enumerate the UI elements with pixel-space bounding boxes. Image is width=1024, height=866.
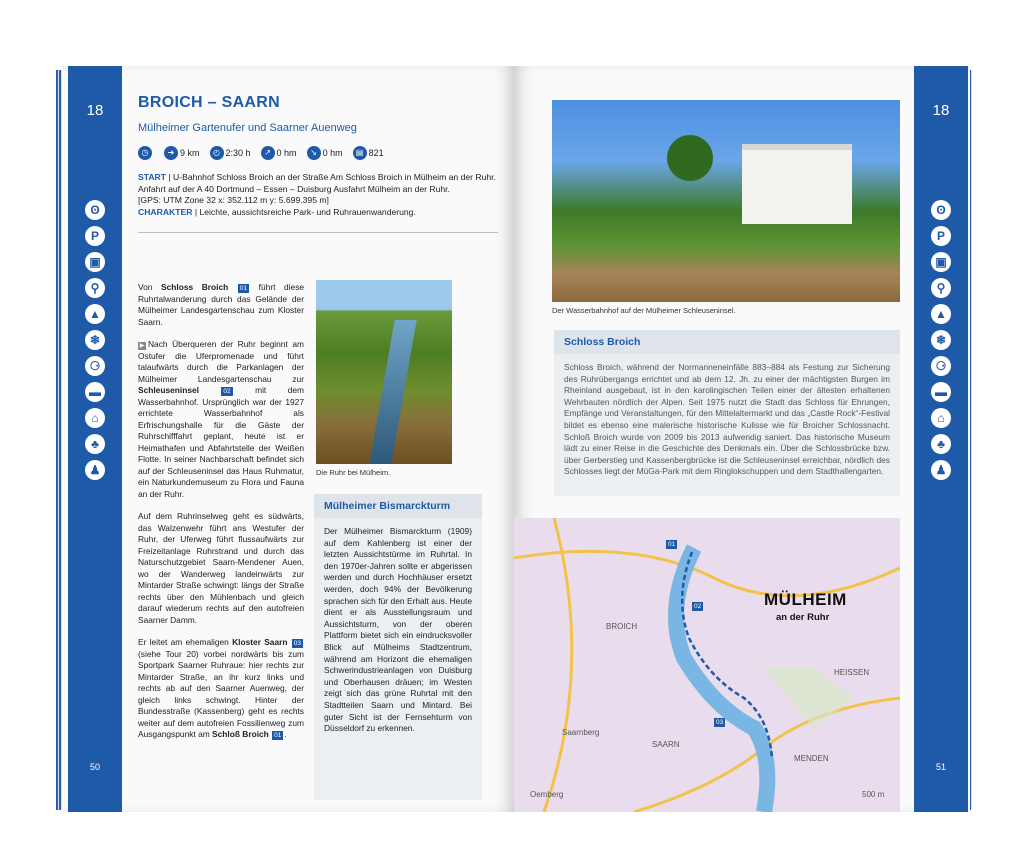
map-waypoint: 01 xyxy=(668,541,676,548)
paragraph-1: Von Schloss Broich 01 führt diese Ruhrtalwanderung durch das Gelände der Mülheimer Landesgartenschau zum Kloster Saarn. xyxy=(138,282,305,327)
bear-icon: ʘ xyxy=(85,200,105,220)
stat-item xyxy=(261,146,297,160)
divider xyxy=(138,232,498,233)
page-number: 50 xyxy=(89,762,100,772)
mountain-icon: ▲ xyxy=(931,304,951,324)
map-waypoint: 03 xyxy=(716,719,724,726)
stat-item xyxy=(138,146,154,160)
start-info xyxy=(138,172,498,218)
right-sidebar xyxy=(914,66,968,812)
restaurant-icon: ⚲ xyxy=(85,278,105,298)
map-subtitle: an der Ruhr xyxy=(776,612,830,623)
bicycle-icon: ⚆ xyxy=(85,356,105,376)
photo-ruhr-river xyxy=(316,280,452,464)
stat-value: 9 km xyxy=(180,148,200,158)
map-label: Oemberg xyxy=(530,790,564,799)
category-icons xyxy=(914,200,968,486)
infobox-text: Der Mülheimer Bismarckturm (1909) auf dem Kahlenberg ist einer der letzten Aussichtstürme im Ruhrtal. In den 1970er-Jahren sollte er abgerissen werden und durch Hochhäuser ersetzt werden, doch 94% der Bevölkerung sprachen sich für den Erhalt aus. Heute dient er als Ausstellungsraum und Aussichtsturm, von der oberen Plattform bietet sich ein eindrucksvoller Blick auf Mülheims Stadtzentrum, während am Horizont die ehemaligen Schwerindustrieanlagen von Duisburg und Oberhausen dräuen; im Westen zeigt sich das grüne Ruhrtal mit den Stadtteilen Saarn und Mintard. Bei guter Sicht ist der Fernsehturm von Düsseldorf zu erkennen. xyxy=(324,526,472,734)
tour-subtitle: Mülheimer Gartenufer und Saarner Auenweg xyxy=(138,122,357,134)
hiker-icon: ♟ xyxy=(931,460,951,480)
stat-item xyxy=(164,146,200,160)
descent-icon: ↘ xyxy=(307,146,321,160)
arrow-icon: ▶ xyxy=(139,343,145,349)
tree-icon: ♣ xyxy=(85,434,105,454)
stat-item xyxy=(353,146,384,160)
character-text: | Leichte, aussichtsreiche Park- und Ruhrauenwanderung. xyxy=(192,206,416,217)
stat-value: 2:30 h xyxy=(225,148,251,158)
map-label: BROICH xyxy=(606,622,638,631)
bicycle-icon: ⚆ xyxy=(931,356,951,376)
left-page xyxy=(62,66,514,812)
category-icons xyxy=(68,200,122,486)
parking-icon: P xyxy=(931,226,951,246)
page-number: 51 xyxy=(935,762,946,772)
museum-icon: ⌂ xyxy=(931,408,951,428)
open-book xyxy=(62,66,970,812)
stat-value: 821 xyxy=(368,148,384,158)
bus-icon: ▣ xyxy=(85,252,105,272)
start-text: | U-Bahnhof Schloss Broich an der Straße Am Schloss Broich in Mülheim an der Ruhr. Anfahrt auf der A 40 Dortmund – Essen – Duisburg Ausfahrt Mülheim an der Ruhr. xyxy=(138,172,496,194)
stat-value: 0 hm xyxy=(322,148,343,158)
gps-coordinates: [GPS: UTM Zone 32 x: 352.112 m y: 5.699.395 m] xyxy=(138,195,329,205)
left-sidebar xyxy=(68,66,122,812)
tour-description-column xyxy=(138,282,304,752)
waypoint-badge: 02 xyxy=(223,388,231,395)
museum-icon: ⌂ xyxy=(85,408,105,428)
clock-icon: ◷ xyxy=(138,146,152,160)
stat-item xyxy=(210,146,251,160)
train-icon: ▬ xyxy=(85,382,105,402)
distance-icon: ➜ xyxy=(164,146,178,160)
paragraph-2: ▶ Nach Überqueren der Ruhr beginnt am Ostufer die Uferpromenade und führt talaufwärts durch die Parkanlagen der Mülheimer Landesgartenschau zur Schleuseninsel 02 mit dem Wasserbahnhof. Ursprünglich war der 1927 errichtete Wasserbahnhof als Erfrischungshalle für die Gäste der Ruhrschifffahrt geplant, heute ist er Heimathafen und Abfahrtstelle der Weißen Flotte. In seiner Nachbarschaft befindet sich auf der Schleuseninsel das Haus Ruhrnatur, ein Naturkundemuseum zu Flora und Fauna an der Ruhr. xyxy=(138,339,304,499)
infobox-text: Schloss Broich, während der Normanneneinfälle 883–884 als Festung zur Sicherung des Ruhrübergangs errichtet und ab dem 12. Jh. zu einer der mächtigsten Burgen im Rheinland ausgebaut, ist in den karolingischen Teilen einer der ältesten erhaltenen Wehrbauten nördlich der Alpen. Seit 1975 nutzt die Stadt das Schloss für Ehrungen, Empfänge und Veranstaltungen, für den Mittelaltermarkt und das „Castle Rock“-Festival bildet es ebenso eine malerische historische Kulisse wie für Broicher Schlossnacht. Schloß Broich wurde von 2009 bis 2013 aufwendig saniert. Das historische Museum lädt zu einer Reise in die Geschichte des Denkmals ein. Über die Schlossbrücke bzw. über Gerberstieg und Kassenbergbrücke ist die Schleuseninsel erreichbar, nördlich des Schlosses liegt der MüGa-Park mit dem Ringlokschuppen und dem Stadthallengarten. xyxy=(564,362,890,477)
map-graphic xyxy=(514,518,900,812)
character-label: CHARAKTER xyxy=(138,206,193,217)
right-page xyxy=(514,66,970,812)
photo-caption: Die Ruhr bei Mülheim. xyxy=(316,468,391,477)
duration-icon: ◴ xyxy=(210,146,224,160)
tree-icon: ♣ xyxy=(931,434,951,454)
paragraph-3: Auf dem Ruhrinselweg geht es südwärts, das Walzenwehr führt ans Westufer der Ruhr, der Uferweg führt flussaufwärts zur Freizeitanlage Ruhrstrand und durch das Naturschutzgebiet Saarn-Mendener Auen, wo der Wanderweg landeinwärts zur Mintarder Straße schwingt: längs der Straße rechts über den Mühlenbach und gleich darauf wiederum rechts auf den autofreien Saarner Damm. xyxy=(138,511,304,625)
map-title: MÜLHEIM xyxy=(764,590,847,609)
infobox-bismarckturm xyxy=(314,494,482,800)
stat-value: 0 hm xyxy=(276,148,297,158)
paragraph-4: Er leitet am ehemaligen Kloster Saarn 03 (siehe Tour 20) vorbei nordwärts bis zum Sportpark Saarner Ruhraue: hier rechts zur Mintarder Straße, an ihr kurz links und rechts ab auf den Saarner Auenweg, der gleich links schwingt. Hinter der Bundesstraße (Kassenberg) geht es rechts weiter auf dem autofreien Fossilienweg zum Ausgangspunkt am Schloß Broich 01 . xyxy=(138,637,304,739)
bus-icon: ▣ xyxy=(931,252,951,272)
map-waypoint: 02 xyxy=(694,603,702,610)
map-label: SAARN xyxy=(652,740,680,749)
photo-wasserbahnhof xyxy=(552,100,900,302)
train-icon: ▬ xyxy=(931,382,951,402)
tour-number: 18 xyxy=(932,102,950,119)
palm-tree xyxy=(662,128,718,228)
parking-icon: P xyxy=(85,226,105,246)
stat-item xyxy=(307,146,343,160)
bear-icon: ʘ xyxy=(931,200,951,220)
map-scale: 500 m xyxy=(862,790,885,799)
map-label: Saarnberg xyxy=(562,728,600,737)
restaurant-icon: ⚲ xyxy=(931,278,951,298)
building xyxy=(742,144,852,224)
waypoint-badge: 03 xyxy=(293,640,302,647)
photo-caption: Der Wasserbahnhof auf der Mülheimer Schleuseninsel. xyxy=(552,306,736,315)
map-label: HEISSEN xyxy=(834,668,870,677)
tour-title: BROICH – SAARN xyxy=(138,94,280,111)
page-icon: ▤ xyxy=(353,146,367,160)
snowflake-icon: ❄ xyxy=(931,330,951,350)
infobox-title: Mülheimer Bismarckturm xyxy=(314,494,482,518)
map-label: MENDEN xyxy=(794,754,829,763)
tour-header xyxy=(138,94,498,233)
route-map xyxy=(514,518,900,812)
ascent-icon: ↗ xyxy=(261,146,275,160)
tour-stats xyxy=(138,146,498,160)
start-label: START xyxy=(138,172,167,182)
mountain-icon: ▲ xyxy=(85,304,105,324)
waypoint-badge: 01 xyxy=(239,285,248,292)
infobox-title: Schloss Broich xyxy=(554,330,900,354)
hiker-icon: ♟ xyxy=(85,460,105,480)
waypoint-badge: 01 xyxy=(274,732,282,739)
snowflake-icon: ❄ xyxy=(85,330,105,350)
infobox-schloss-broich xyxy=(554,330,900,496)
tour-number: 18 xyxy=(86,102,104,119)
